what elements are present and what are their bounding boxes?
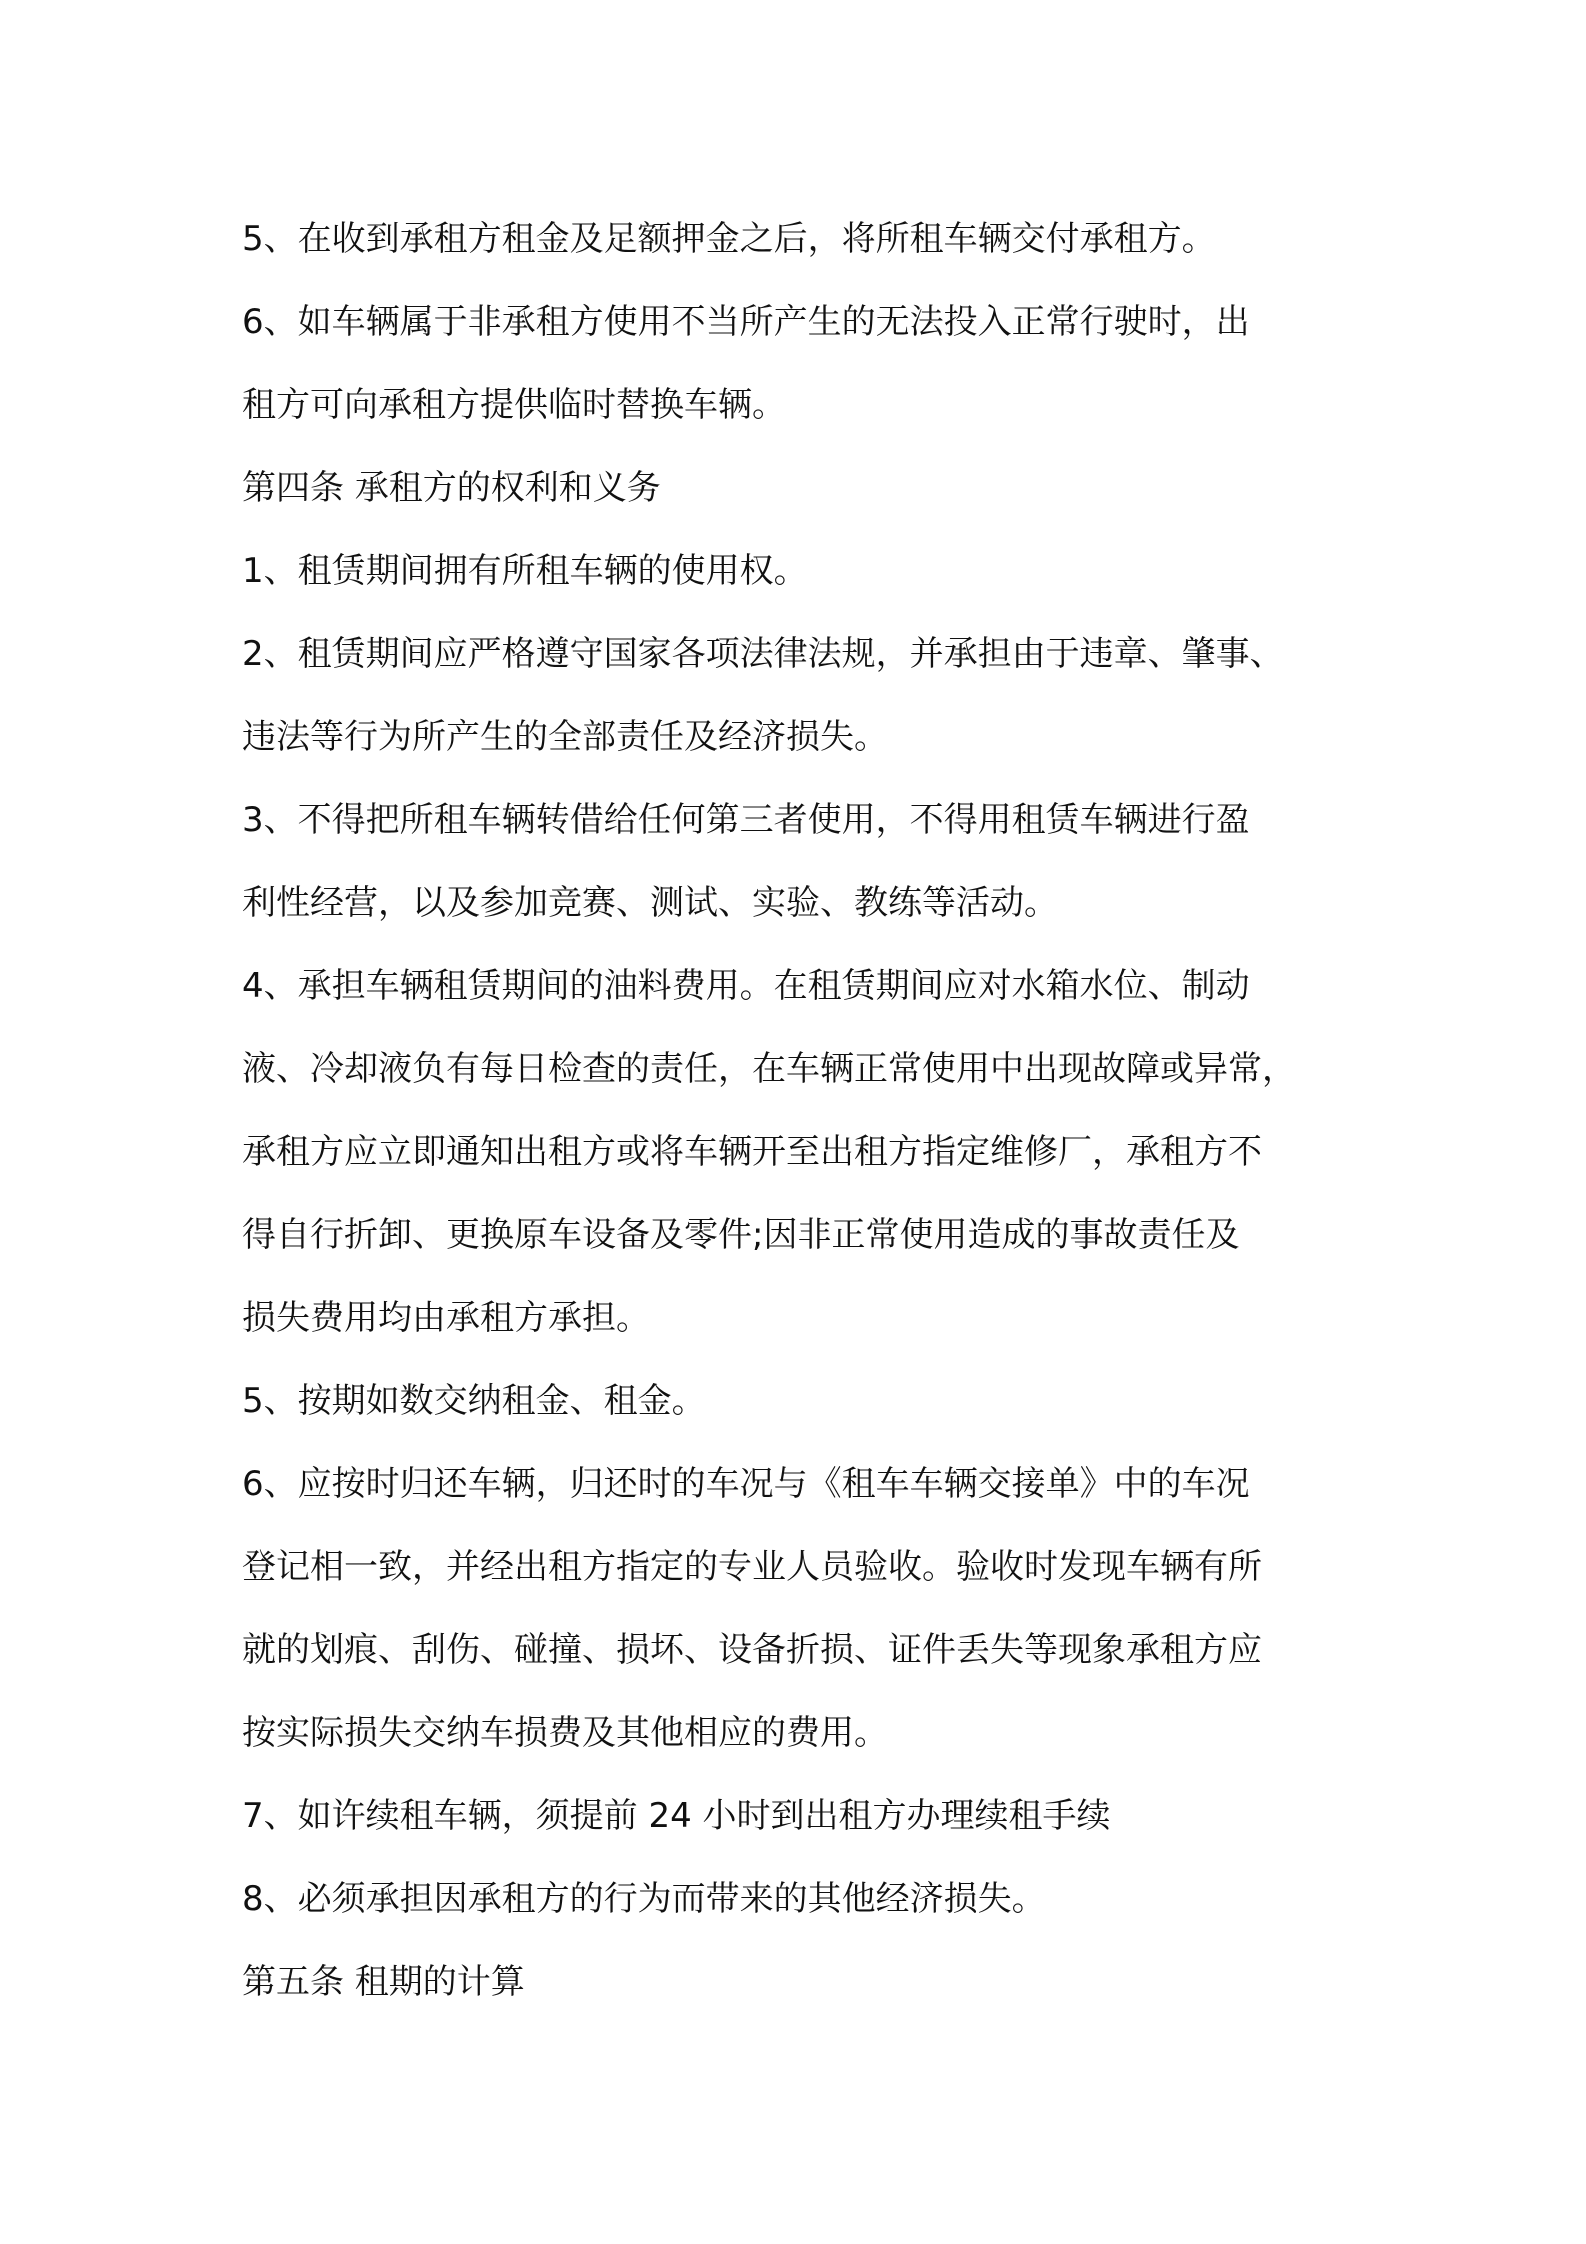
- clause-4-item-8: 8、必须承担因承租方的行为而带来的其他经济损失。: [242, 1879, 1046, 1919]
- clause-4-item-3-line-1: 3、不得把所租车辆转借给任何第三者使用，不得用租赁车辆进行盈: [242, 800, 1250, 840]
- clause-4-item-5: 5、按期如数交纳租金、租金。: [242, 1381, 706, 1421]
- clause-4-item-4-line-2: 液、冷却液负有每日检查的责任，在车辆正常使用中出现故障或异常，: [242, 1049, 1296, 1089]
- section-heading-article-4: 第四条 承租方的权利和义务: [242, 468, 661, 508]
- document-body: [242, 198, 1382, 2024]
- clause-4-item-2-line-2: 违法等行为所产生的全部责任及经济损失。: [242, 717, 888, 757]
- clause-3-item-5: 5、在收到承租方租金及足额押金之后，将所租车辆交付承租方。: [242, 219, 1216, 259]
- section-heading-article-5: 第五条 租期的计算: [242, 1962, 525, 2002]
- clause-4-item-4-line-1: 4、承担车辆租赁期间的油料费用。在租赁期间应对水箱水位、制动: [242, 966, 1250, 1006]
- clause-4-item-6-line-2: 登记相一致，并经出租方指定的专业人员验收。验收时发现车辆有所: [242, 1547, 1262, 1587]
- clause-4-item-6-line-1: 6、应按时归还车辆，归还时的车况与《租车车辆交接单》中的车况: [242, 1464, 1250, 1504]
- clause-4-item-4-line-5: 损失费用均由承租方承担。: [242, 1298, 650, 1338]
- clause-4-item-3-line-2: 利性经营，以及参加竞赛、测试、实验、教练等活动。: [242, 883, 1058, 923]
- clause-4-item-6-line-4: 按实际损失交纳车损费及其他相应的费用。: [242, 1713, 888, 1753]
- clause-4-item-6-line-3: 就的划痕、刮伤、碰撞、损坏、设备折损、证件丢失等现象承租方应: [242, 1630, 1262, 1670]
- clause-4-item-4-line-3: 承租方应立即通知出租方或将车辆开至出租方指定维修厂，承租方不: [242, 1132, 1262, 1172]
- clause-4-item-4-line-4: 得自行折卸、更换原车设备及零件;因非正常使用造成的事故责任及: [242, 1215, 1240, 1255]
- clause-4-item-2-line-1: 2、租赁期间应严格遵守国家各项法律法规，并承担由于违章、肇事、: [242, 634, 1284, 674]
- clause-3-item-6-line-1: 6、如车辆属于非承租方使用不当所产生的无法投入正常行驶时，出: [242, 302, 1250, 342]
- clause-4-item-1: 1、租赁期间拥有所租车辆的使用权。: [242, 551, 808, 591]
- clause-4-item-7: 7、如许续租车辆，须提前 24 小时到出租方办理续租手续: [242, 1796, 1111, 1836]
- clause-3-item-6-line-2: 租方可向承租方提供临时替换车辆。: [242, 385, 786, 425]
